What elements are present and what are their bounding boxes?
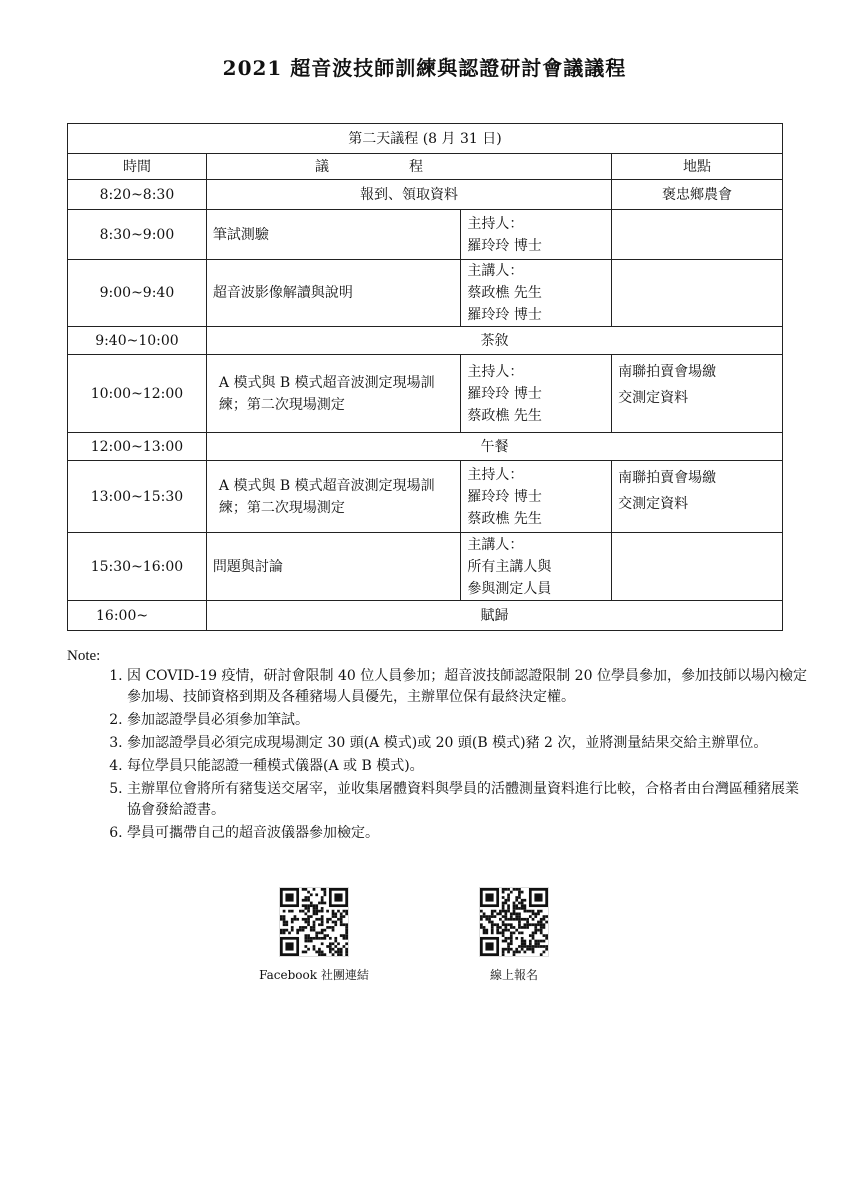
row-agenda: 報到、領取資料 [206,180,611,210]
list-item: 6. 學員可攜帶自己的超音波儀器參加檢定。 [127,823,807,844]
table-row [68,180,783,210]
person: 羅玲玲 博士 [467,237,542,254]
role-label: 主持人： [467,466,524,483]
table-row [68,533,783,601]
row-location [612,533,783,601]
row-location [612,210,783,260]
list-item: 4. 每位學員只能認證一種模式儀器(A 或 B 模式)。 [127,756,807,777]
row-agenda: 筆試測驗 [206,210,460,260]
table-row [68,433,783,461]
header-agenda: 議程 [206,154,611,180]
qr-caption-facebook: Facebook 社團連結 [259,968,369,982]
row-people [461,461,612,533]
row-agenda: 問題與討論 [206,533,460,601]
row-people [461,355,612,433]
row-time: 16:00~ [68,601,207,631]
row-people [461,533,612,601]
list-item: 2. 參加認證學員必須參加筆試。 [127,710,807,731]
table-row [68,601,783,631]
list-item: 1. 因 COVID-19 疫情，研討會限制 40 位人員參加；超音波技師認證限制 20 位學員參加，參加技師以場內檢定參加場、技師資格到期及各種豬場人員優先，主辦單位保有最終決定權。 [127,666,807,708]
row-location [612,260,783,327]
notes-label: Note: [67,648,101,664]
person: 羅玲玲 博士 [467,488,542,505]
row-time: 8:20~8:30 [68,180,207,210]
row-agenda: A 模式與 B 模式超音波測定現場訓練；第二次現場測定 [206,461,460,533]
role-label: 主講人： [467,263,524,279]
row-agenda: 午餐 [206,433,782,461]
row-time: 15:30~16:00 [68,533,207,601]
row-agenda: 超音波影像解讀與說明 [206,260,460,327]
row-people [461,260,612,327]
header-time: 時間 [68,154,207,180]
role-label: 主持人： [467,215,524,232]
notes-list [97,666,807,846]
row-time: 8:30~9:00 [68,210,207,260]
row-people [461,210,612,260]
table-row [68,355,783,433]
row-agenda: 茶敘 [206,327,782,355]
day-header-row [68,124,783,154]
registration-qr-code[interactable] [479,887,549,957]
facebook-qr-code[interactable] [279,887,349,957]
table-row [68,210,783,260]
qr-caption-registration: 線上報名 [489,968,538,982]
row-location: 南聯拍賣會場繳交測定資料 [612,355,783,433]
row-agenda: 賦歸 [206,601,782,631]
list-item: 3. 參加認證學員必須完成現場測定 30 頭(A 模式)或 20 頭(B 模式)豬 2 次，並將測量結果交給主辦單位。 [127,733,807,754]
list-item: 5. 主辦單位會將所有豬隻送交屠宰，並收集屠體資料與學員的活體測量資料進行比較，合格者由台灣區種豬展業協會發給證書。 [127,779,807,821]
person: 羅玲玲 博士 [467,307,542,323]
row-time: 12:00~13:00 [68,433,207,461]
person: 參與測定人員 [467,580,552,597]
role-label: 主講人： [467,536,524,553]
header-location: 地點 [612,154,783,180]
agenda-table [67,123,783,631]
person: 蔡政樵 先生 [467,407,542,424]
row-time: 13:00~15:30 [68,461,207,533]
table-row [68,260,783,327]
column-header-row [68,154,783,180]
role-label: 主持人： [467,363,524,380]
table-row [68,327,783,355]
row-time: 9:40~10:00 [68,327,207,355]
page-title: 2021 超音波技師訓練與認證研討會議議程 [222,56,627,80]
person: 所有主講人與 [467,558,552,575]
table-row [68,461,783,533]
row-location: 南聯拍賣會場繳交測定資料 [612,461,783,533]
row-time: 9:00~9:40 [68,260,207,327]
row-agenda: A 模式與 B 模式超音波測定現場訓練；第二次現場測定 [206,355,460,433]
person: 蔡政樵 先生 [467,510,542,527]
row-time: 10:00~12:00 [68,355,207,433]
row-location: 褒忠鄉農會 [612,180,783,210]
person: 蔡政樵 先生 [467,285,542,301]
day-header: 第二天議程 (8 月 31 日) [68,124,783,154]
person: 羅玲玲 博士 [467,385,542,402]
